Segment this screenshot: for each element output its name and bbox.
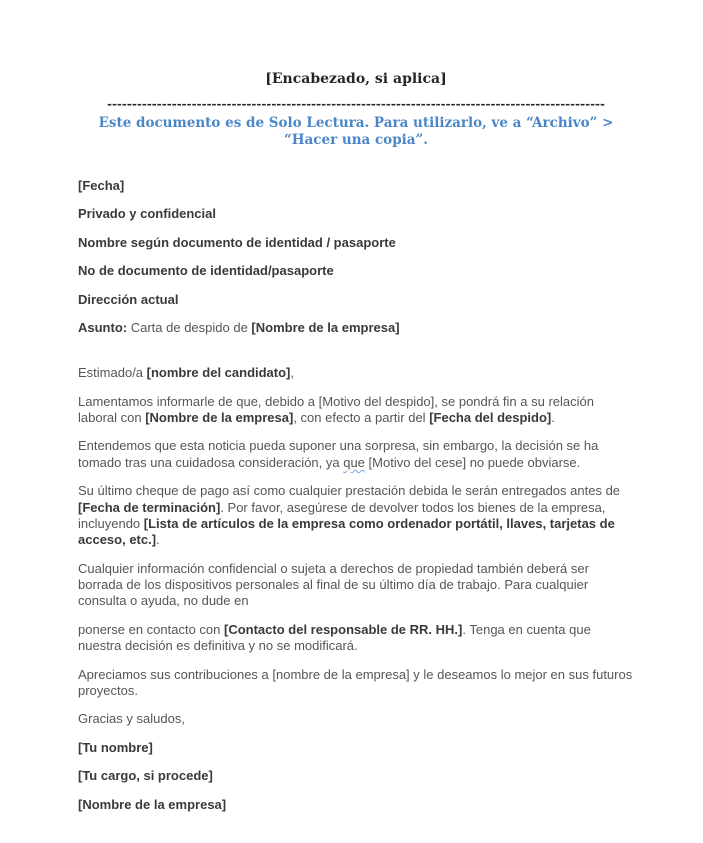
text-run: No de documento de identidad/pasaporte xyxy=(78,263,334,279)
text-run: que xyxy=(343,454,365,470)
placeholder-text: [Lista de artículos de la empresa como ordenador portátil, llaves, tarjetas de acceso, etc.] xyxy=(78,515,615,548)
text-run: Asunto: xyxy=(78,320,128,336)
placeholder-text: [Tu nombre] xyxy=(78,739,153,755)
placeholder-text: [nombre del candidato] xyxy=(146,365,291,381)
signature-name xyxy=(78,740,634,756)
salutation xyxy=(78,365,634,381)
closing-line xyxy=(78,711,634,727)
name-id-line xyxy=(78,235,634,251)
placeholder-text: [Fecha del despido] xyxy=(429,410,552,425)
placeholder-text: [Nombre de la empresa] xyxy=(251,320,400,336)
placeholder-text: [Tu cargo, si procede] xyxy=(78,768,213,784)
letter-body xyxy=(78,178,634,813)
text-run: Lamentamos informarle de que, debido a [Motivo del despido], se pondrá fin a su relación laboral con xyxy=(78,393,594,425)
text-run: Dirección actual xyxy=(78,291,179,307)
text-run: [Motivo del cese] no puede obviarse. xyxy=(364,454,581,470)
paragraph-decision xyxy=(78,438,634,471)
text-run: , con efecto a partir del xyxy=(293,410,430,425)
text-run: , xyxy=(290,365,295,381)
text-run: Cualquier información confidencial o sujeta a derechos de propiedad también deberá ser borrada de los dispositivos personales al final de su último día de trabajo. Para cualquier consulta o ayuda, no dude en xyxy=(78,560,589,609)
text-run: . xyxy=(551,410,555,425)
paragraph-final-paycheck xyxy=(78,483,634,548)
placeholder-text: [Nombre de la empresa] xyxy=(145,410,294,425)
text-run: ponerse en contacto con xyxy=(78,621,224,637)
text-run: Privado y confidencial xyxy=(78,206,216,222)
date-placeholder xyxy=(78,178,634,194)
signature-company xyxy=(78,797,634,813)
address-line xyxy=(78,292,634,308)
text-run: Carta de despido de xyxy=(127,320,252,336)
paragraph-appreciation xyxy=(78,667,634,700)
text-run: Apreciamos sus contribuciones a [nombre de la empresa] y le deseamos lo mejor en sus futuros proyectos. xyxy=(78,666,633,698)
text-run: Nombre según documento de identidad / pasaporte xyxy=(78,234,396,250)
signature-role xyxy=(78,768,634,784)
private-confidential-line xyxy=(78,206,634,222)
placeholder-text: [Fecha] xyxy=(78,178,125,193)
placeholder-text: [Contacto del responsable de RR. HH.] xyxy=(224,621,463,637)
text-run: . Por favor, asegúrese de devolver todos los bienes de la empresa, incluyendo xyxy=(78,499,606,531)
dashed-divider: ---------------------------------------------------------------------------------------------------- xyxy=(106,97,606,111)
text-run: Gracias y saludos, xyxy=(78,711,185,727)
text-run: . Tenga en cuenta que nuestra decisión es definitiva y no se modificará. xyxy=(78,621,591,654)
paragraph-termination-intro xyxy=(78,394,634,427)
paragraph-confidential-info xyxy=(78,561,634,610)
subject-line xyxy=(78,320,634,336)
text-run: Estimado/a xyxy=(78,365,147,381)
text-run: Entendemos que esta noticia pueda suponer una sorpresa, sin embargo, la decisión se ha tomado tras una cuidadosa consideración, ya xyxy=(78,438,599,470)
text-run: Su último cheque de pago así como cualquier prestación debida le serán entregados antes de xyxy=(78,483,621,499)
readonly-notice: Este documento es de Solo Lectura. Para utilizarlo, ve a “Archivo” > “Hacer una copia”. xyxy=(98,115,614,148)
letter-header-placeholder: [Encabezado, si aplica] xyxy=(265,71,447,87)
id-number-line xyxy=(78,263,634,279)
text-run: . xyxy=(156,532,160,548)
paragraph-hr-contact xyxy=(78,622,634,655)
placeholder-text: [Nombre de la empresa] xyxy=(78,796,227,812)
placeholder-text: [Fecha de terminación] xyxy=(78,499,221,515)
